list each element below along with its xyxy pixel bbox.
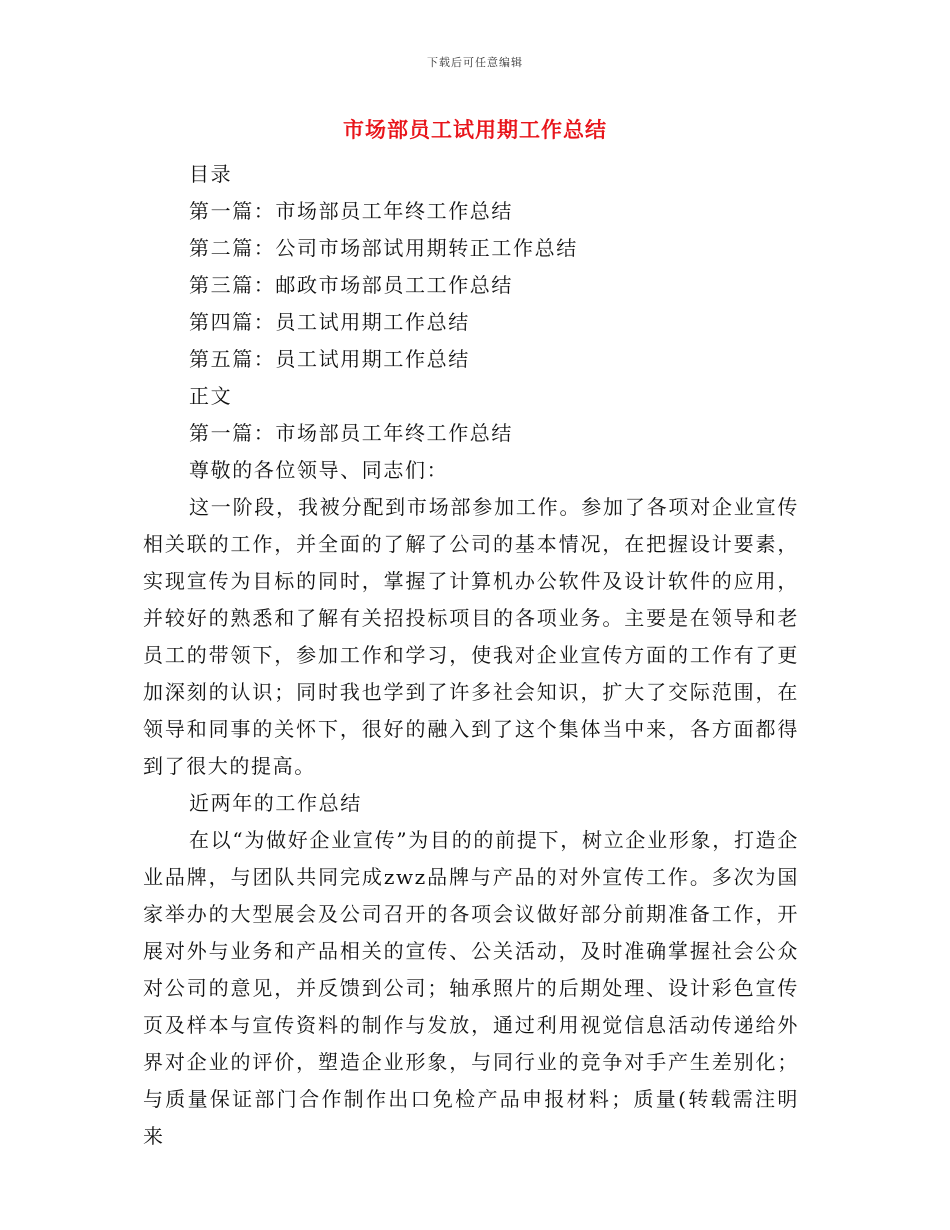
greeting: 尊敬的各位领导、同志们： [189, 458, 449, 482]
paragraph: 这一阶段，我被分配到市场部参加工作。参加了各项对企业宣传相关联的工作，并全面的了解了公司的基本情况，在把握设计要素，实现宣传为目标的同时，掌握了计算机办公软件及设计软件的应用，并较好的熟悉和了解有关招投标项目的各项业务。主要是在领导和老员工的带领下，参加工作和学习，使我对企业宣传方面的工作有了更加深刻的认识；同时我也学到了许多社会知识，扩大了交际范围，在领导和同事的关怀下，很好的融入到了这个集体当中来，各方面都得到了很大的提高。 [143, 495, 799, 778]
section-title: 第一篇：市场部员工年终工作总结 [189, 421, 513, 445]
document-body [143, 156, 799, 1155]
toc-item: 第三篇：邮政市场部员工工作总结 [189, 273, 513, 297]
toc-item: 第二篇：公司市场部试用期转正工作总结 [189, 236, 578, 260]
toc-item: 第四篇：员工试用期工作总结 [189, 310, 470, 334]
paragraph: 在以“为做好企业宣传”为目的的前提下，树立企业形象，打造企业品牌，与团队共同完成zwz品牌与产品的对外宣传工作。多次为国家举办的大型展会及公司召开的各项会议做好部分前期准备工作，开展对外与业务和产品相关的宣传、公关活动，及时准确掌握社会公众对公司的意见，并反馈到公司；轴承照片的后期处理、设计彩色宣传页及样本与宣传资料的制作与发放，通过利用视觉信息活动传递给外界对企业的评价，塑造企业形象，与同行业的竞争对手产生差别化；与质量保证部门合作制作出口免检产品申报材料；质量(转载需注明来 [143, 828, 799, 1148]
subheading: 近两年的工作总结 [189, 791, 362, 815]
toc-item: 第一篇：市场部员工年终工作总结 [189, 199, 513, 223]
document-title: 市场部员工试用期工作总结 [343, 117, 607, 142]
main-heading: 正文 [189, 384, 233, 408]
toc-heading: 目录 [189, 162, 233, 186]
toc-item: 第五篇：员工试用期工作总结 [189, 347, 470, 371]
header-note: 下载后可任意编辑 [427, 56, 523, 69]
